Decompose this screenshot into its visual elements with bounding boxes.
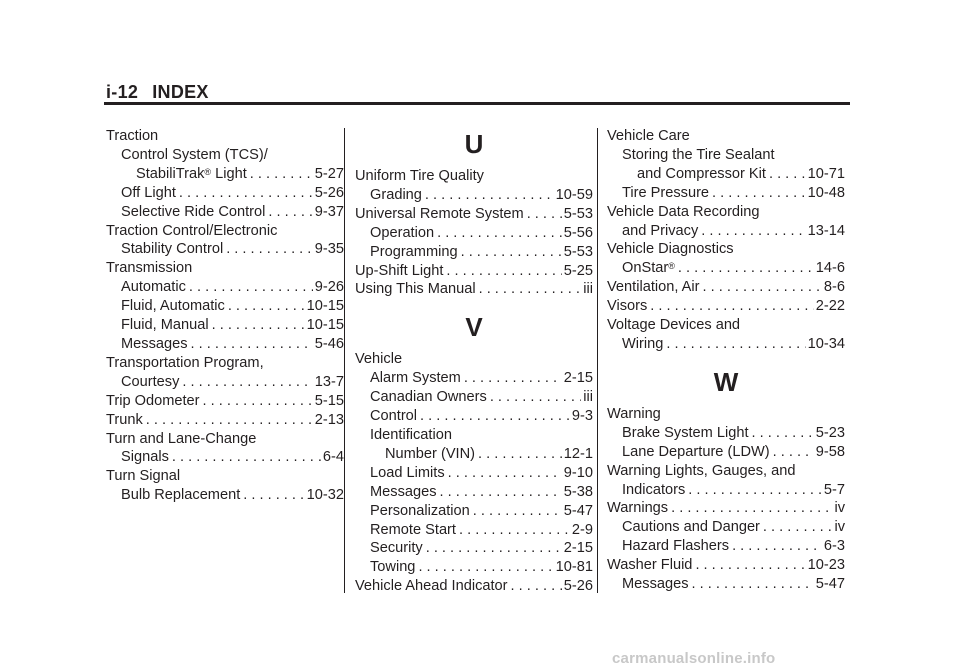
index-entry[interactable]: [607, 424, 845, 443]
dot-leader: [511, 577, 562, 596]
dot-leader: [425, 186, 554, 205]
index-entry[interactable]: [106, 184, 344, 203]
entry-label-text: Brake System Light: [622, 424, 749, 441]
entry-label-text: Remote Start: [370, 521, 456, 538]
index-heading: Control System (TCS)/: [121, 146, 268, 163]
entry-label-text: Off Light: [121, 184, 176, 201]
dot-leader: [146, 411, 313, 430]
dot-leader: [773, 443, 814, 462]
entry-label-text: Control: [370, 408, 418, 425]
page-reference[interactable]: iv: [834, 500, 845, 517]
index-entry[interactable]: [607, 297, 845, 316]
entry-label: [355, 280, 476, 299]
entry-label-text: Fluid, Automatic: [121, 298, 225, 315]
dot-leader: [473, 502, 562, 521]
entry-label-text: Alarm System: [370, 370, 461, 387]
dot-leader: [692, 575, 814, 594]
dot-leader: [769, 165, 806, 184]
index-entry[interactable]: [106, 165, 344, 184]
dot-leader: [243, 486, 304, 505]
index-heading: Transmission: [106, 260, 193, 277]
index-entry[interactable]: [355, 243, 593, 262]
entry-label: [622, 575, 689, 594]
index-heading: Vehicle Data Recording: [607, 203, 760, 220]
entry-label: [121, 203, 265, 222]
dot-leader: [420, 407, 570, 426]
entry-label: [106, 411, 143, 430]
entry-label: [370, 388, 487, 407]
column-divider: [597, 128, 598, 593]
entry-label: [121, 240, 223, 259]
dot-leader: [459, 521, 570, 540]
page-reference[interactable]: 10-23: [807, 557, 845, 574]
dot-leader: [437, 224, 562, 243]
page-reference[interactable]: 2-9: [571, 521, 593, 538]
dot-leader: [440, 483, 562, 502]
entry-label: [622, 481, 685, 500]
page-reference[interactable]: 2-13: [314, 411, 344, 428]
dot-leader: [695, 556, 805, 575]
entry-label-text: Fluid, Manual: [121, 317, 209, 334]
index-entry[interactable]: [355, 280, 593, 299]
page-header: [106, 82, 209, 103]
entry-label: [607, 297, 647, 316]
entry-label-text: StabiliTrak: [136, 165, 205, 182]
page-reference[interactable]: 5-47: [815, 576, 845, 593]
dot-leader: [182, 373, 312, 392]
index-entry[interactable]: [106, 203, 344, 222]
page-reference[interactable]: 12-1: [563, 445, 593, 462]
entry-label: [370, 369, 461, 388]
page-reference[interactable]: 10-71: [807, 165, 845, 182]
watermark: carmanualsonline.info: [612, 650, 776, 667]
entry-label-text: Number (VIN): [385, 445, 476, 462]
page-reference[interactable]: 14-6: [815, 260, 845, 277]
index-entry[interactable]: [355, 483, 593, 502]
page-reference[interactable]: 5-7: [823, 481, 845, 498]
entry-label-text: Cautions and Danger: [622, 519, 760, 536]
dot-leader: [172, 448, 321, 467]
index-heading: Traction: [106, 128, 159, 144]
entry-label-text: Universal Remote System: [355, 205, 524, 222]
index-heading: Vehicle: [355, 351, 403, 368]
dot-leader: [446, 262, 561, 281]
index-entry[interactable]: [355, 577, 593, 596]
page-reference[interactable]: 5-46: [314, 335, 344, 352]
entry-label: [622, 443, 770, 462]
registered-mark: ®: [668, 261, 675, 272]
dot-leader: [426, 539, 562, 558]
index-entry[interactable]: [355, 262, 593, 281]
dot-leader: [732, 537, 822, 556]
dot-leader: [448, 464, 562, 483]
page-reference[interactable]: 2-15: [563, 370, 593, 387]
index-entry[interactable]: [355, 186, 593, 205]
dot-leader: [226, 240, 313, 259]
page-number: i-12: [106, 82, 139, 102]
index-entry[interactable]: [607, 259, 845, 278]
entry-label-text: Trip Odometer: [106, 392, 200, 409]
entry-label: [622, 335, 663, 354]
entry-label: [121, 486, 240, 505]
entry-label: [355, 577, 508, 596]
page-reference[interactable]: 6-3: [823, 538, 845, 555]
index-entry[interactable]: [607, 575, 845, 594]
index-entry[interactable]: [607, 443, 845, 462]
page-reference[interactable]: 5-53: [563, 205, 593, 222]
entry-label-text: Messages: [370, 483, 437, 500]
entry-label-text: Programming: [370, 243, 458, 260]
entry-label: [121, 184, 176, 203]
entry-label-text: Tire Pressure: [622, 184, 710, 201]
entry-label: [622, 424, 749, 443]
dot-leader: [763, 518, 833, 537]
page-reference[interactable]: 5-25: [563, 262, 593, 279]
entry-label: [355, 262, 443, 281]
entry-label-text: Signals: [121, 449, 169, 466]
entry-label: [622, 184, 709, 203]
entry-label-text: Grading: [370, 186, 422, 203]
index-entry[interactable]: [607, 518, 845, 537]
dot-leader: [688, 481, 822, 500]
index-entry[interactable]: [607, 222, 845, 241]
index-entry[interactable]: [355, 369, 593, 388]
entry-label-text: Towing: [370, 559, 416, 576]
index-entry[interactable]: [355, 407, 593, 426]
entry-label: [370, 483, 437, 502]
entry-label: [370, 224, 434, 243]
index-entry[interactable]: [355, 464, 593, 483]
entry-label-text: Vehicle Ahead Indicator: [355, 578, 508, 595]
page-reference[interactable]: 5-27: [314, 165, 344, 182]
entry-label-text: Messages: [121, 335, 188, 352]
index-entry[interactable]: [106, 448, 344, 467]
dot-leader: [752, 424, 814, 443]
entry-label: [622, 518, 760, 537]
entry-label-text: Messages: [622, 576, 689, 593]
page-reference[interactable]: 10-48: [807, 184, 845, 201]
entry-label-text: Automatic: [121, 279, 186, 296]
dot-leader: [250, 165, 313, 184]
index-column-3: [607, 127, 845, 594]
dot-leader: [703, 278, 822, 297]
entry-label-text: Indicators: [622, 481, 686, 498]
index-entry[interactable]: [607, 184, 845, 203]
entry-label: [385, 445, 475, 464]
dot-leader: [179, 184, 313, 203]
entry-label: [106, 392, 200, 411]
entry-label-text: OnStar: [622, 260, 669, 277]
index-entry[interactable]: [355, 445, 593, 464]
page-reference[interactable]: 13-14: [807, 222, 845, 239]
entry-label-text: Canadian Owners: [370, 389, 487, 406]
dot-leader: [191, 335, 313, 354]
entry-label-text: and Compressor Kit: [637, 165, 766, 182]
page-reference[interactable]: 9-35: [314, 241, 344, 258]
page-reference[interactable]: 10-15: [306, 317, 344, 334]
index-entry[interactable]: [607, 499, 845, 518]
dot-leader: [666, 335, 805, 354]
index-heading: Turn and Lane-Change: [106, 430, 257, 447]
header-rule: [104, 102, 850, 105]
dot-leader: [212, 316, 305, 335]
dot-leader: [712, 184, 806, 203]
page-title: INDEX: [152, 82, 209, 102]
entry-label-text: Trunk: [106, 411, 143, 428]
index-entry[interactable]: [607, 481, 845, 500]
index-entry[interactable]: [355, 558, 593, 577]
dot-leader: [189, 278, 313, 297]
dot-leader: [478, 445, 562, 464]
page-reference[interactable]: 8-6: [823, 279, 845, 296]
index-entry[interactable]: [355, 205, 593, 224]
entry-label-text: Washer Fluid: [607, 557, 693, 574]
index-entry[interactable]: [106, 335, 344, 354]
entry-label: [607, 556, 692, 575]
page-reference[interactable]: 9-26: [314, 279, 344, 296]
dot-leader: [650, 297, 813, 316]
section-letter: V: [465, 312, 483, 343]
entry-label: [622, 259, 675, 278]
entry-label-text: Personalization: [370, 502, 470, 519]
entry-label: [121, 335, 188, 354]
entry-label-text: Courtesy: [121, 373, 180, 390]
entry-label-text: and Privacy: [622, 222, 699, 239]
index-heading: Vehicle Diagnostics: [607, 241, 734, 258]
page-reference[interactable]: 10-81: [555, 559, 593, 576]
page-reference[interactable]: 5-15: [314, 392, 344, 409]
index-heading: Voltage Devices and: [607, 317, 741, 334]
index-heading: Warning Lights, Gauges, and: [607, 462, 796, 479]
entry-label: [121, 297, 225, 316]
entry-label-text: Load Limits: [370, 464, 445, 481]
index-column-1: [106, 127, 344, 505]
page-reference[interactable]: 10-59: [555, 186, 593, 203]
index-heading: Storing the Tire Sealant: [622, 146, 775, 163]
entry-label: [121, 316, 209, 335]
entry-label: [622, 222, 698, 241]
index-entry[interactable]: [607, 556, 845, 575]
entry-label: [370, 558, 415, 577]
entry-label: [607, 278, 700, 297]
entry-label-text: Ventilation, Air: [607, 279, 700, 296]
index-column-2: [355, 127, 593, 596]
entry-label-text: Operation: [370, 224, 435, 241]
dot-leader: [678, 259, 814, 278]
column-divider: [344, 128, 345, 593]
page-reference[interactable]: 5-23: [815, 424, 845, 441]
index-heading: Vehicle Care: [607, 128, 690, 144]
entry-label-text: Using This Manual: [355, 281, 476, 298]
index-entry[interactable]: [355, 502, 593, 521]
page-reference[interactable]: 5-26: [563, 578, 593, 595]
page-reference[interactable]: 10-15: [306, 298, 344, 315]
dot-leader: [479, 280, 582, 299]
page-reference[interactable]: 2-15: [563, 540, 593, 557]
page-reference[interactable]: 5-53: [563, 243, 593, 260]
dot-leader: [228, 297, 305, 316]
index-heading: Traction Control/Electronic: [106, 222, 278, 239]
index-entry[interactable]: [106, 316, 344, 335]
index-heading: Transportation Program,: [106, 354, 264, 371]
index-entry[interactable]: [355, 521, 593, 540]
index-entry[interactable]: [355, 388, 593, 407]
page-reference[interactable]: 5-38: [563, 483, 593, 500]
entry-label-text: Up-Shift Light: [355, 262, 444, 279]
entry-label-text: Selective Ride Control: [121, 203, 266, 220]
entry-label-text: Warnings: [607, 500, 669, 517]
entry-label: [637, 165, 766, 184]
entry-label: [370, 407, 417, 426]
page-reference[interactable]: 9-10: [563, 464, 593, 481]
entry-label-text: Security: [370, 540, 423, 557]
entry-label: [355, 205, 524, 224]
index-entry[interactable]: [106, 373, 344, 392]
page-reference[interactable]: iii: [583, 281, 593, 298]
page-reference[interactable]: iv: [834, 519, 845, 536]
entry-label: [622, 537, 729, 556]
index-entry[interactable]: [355, 224, 593, 243]
entry-label: [370, 502, 470, 521]
index-entry[interactable]: [607, 278, 845, 297]
index-entry[interactable]: [106, 486, 344, 505]
entry-label: [121, 448, 169, 467]
entry-label: [121, 373, 179, 392]
entry-label: [370, 539, 423, 558]
entry-label-text: Visors: [607, 298, 648, 315]
index-entry[interactable]: [607, 537, 845, 556]
index-entry[interactable]: [106, 411, 344, 430]
dot-leader: [203, 392, 313, 411]
entry-label-text: Lane Departure (LDW): [622, 443, 770, 460]
entry-label-text: Bulb Replacement: [121, 487, 241, 504]
index-entry[interactable]: [106, 392, 344, 411]
entry-label-text: Stability Control: [121, 241, 224, 258]
index-entry[interactable]: [106, 297, 344, 316]
index-heading: Uniform Tire Quality: [355, 168, 484, 184]
page-reference[interactable]: 5-47: [563, 502, 593, 519]
entry-label-text: Hazard Flashers: [622, 538, 730, 555]
entry-label: [370, 243, 458, 262]
dot-leader: [490, 388, 581, 407]
entry-label-suffix: Light: [211, 165, 247, 182]
entry-label: [370, 521, 456, 540]
entry-label: [370, 464, 445, 483]
entry-label: [607, 499, 668, 518]
index-heading: Turn Signal: [106, 468, 181, 485]
index-heading: Identification: [370, 426, 452, 443]
index-entry[interactable]: [607, 165, 845, 184]
page-reference[interactable]: 9-3: [571, 408, 593, 425]
dot-leader: [461, 243, 562, 262]
dot-leader: [464, 369, 562, 388]
page-reference[interactable]: 10-34: [807, 335, 845, 352]
page-reference[interactable]: 6-4: [322, 449, 344, 466]
section-letter: W: [713, 366, 739, 397]
index-entry[interactable]: [355, 539, 593, 558]
dot-leader: [701, 222, 805, 241]
page-reference[interactable]: 10-32: [306, 487, 344, 504]
entry-label: [121, 278, 186, 297]
page-reference[interactable]: iii: [583, 389, 593, 406]
page-reference[interactable]: 2-22: [815, 298, 845, 315]
page-reference[interactable]: 5-26: [314, 184, 344, 201]
dot-leader: [671, 499, 832, 518]
entry-label: [136, 165, 247, 184]
page-reference[interactable]: 9-58: [815, 443, 845, 460]
page-reference[interactable]: 13-7: [314, 373, 344, 390]
dot-leader: [268, 203, 312, 222]
index-entry[interactable]: [106, 278, 344, 297]
index-heading: Warning: [607, 405, 661, 422]
index-entry[interactable]: [106, 240, 344, 259]
registered-mark: ®: [204, 166, 212, 177]
page-reference[interactable]: 5-56: [563, 224, 593, 241]
dot-leader: [527, 205, 562, 224]
entry-label: [370, 186, 422, 205]
section-letter: U: [464, 129, 484, 159]
index-entry[interactable]: [607, 335, 845, 354]
entry-label-text: Wiring: [622, 335, 664, 352]
dot-leader: [418, 558, 553, 577]
page-reference[interactable]: 9-37: [314, 203, 344, 220]
